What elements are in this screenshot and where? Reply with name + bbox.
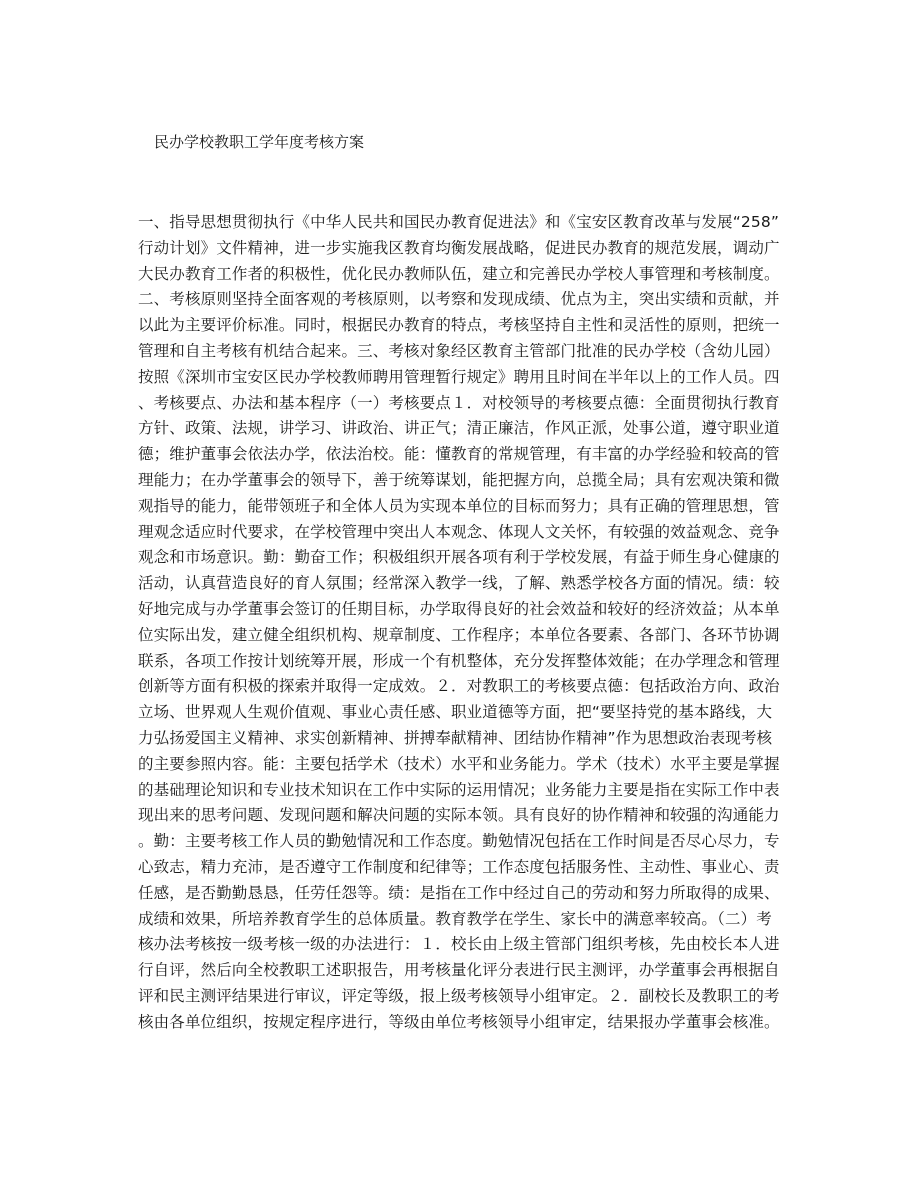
- body-line: 核由各单位组织，按规定程序进行，等级由单位考核领导小组审定，结果报办学董事会核准。: [138, 1012, 780, 1031]
- body-line: 成绩和效果，所培养教育学生的总体质量。教育教学在学生、家长中的满意率较高。（二）考: [138, 909, 772, 928]
- body-line: 心致志，精力充沛，是否遵守工作制度和纪律等；工作态度包括服务性、主动性、事业心、责: [138, 857, 780, 876]
- body-line: 好地完成与办学董事会签订的任期目标，办学取得良好的社会效益和较好的经济效益；从本单: [138, 599, 780, 618]
- body-line: 管理和自主考核有机结合起来。三、考核对象经区教育主管部门批准的民办学校（含幼儿园）: [138, 341, 780, 360]
- body-line: 理观念适应时代要求，在学校管理中突出人本观念、体现人文关怀，有较强的效益观念、竞争: [138, 522, 780, 541]
- body-line: 以此为主要评价标准。同时，根据民办教育的特点，考核坚持自主性和灵活性的原则，把统一: [138, 316, 780, 335]
- body-line: 、考核要点、办法和基本程序（一）考核要点１．对校领导的考核要点德：全面贯彻执行教育: [138, 393, 780, 412]
- body-line: 创新等方面有积极的探索并取得一定成效。２．对教职工的考核要点德：包括政治方向、政治: [138, 677, 780, 696]
- body-line: 大民办教育工作者的积极性，优化民办教师队伍，建立和完善民办学校人事管理和考核制度。: [138, 264, 780, 283]
- body-line: 联系，各项工作按计划统筹开展，形成一个有机整体，充分发挥整体效能；在办学理念和管理: [138, 651, 780, 670]
- body-line: 德；维护董事会依法办学，依法治校。能：懂教育的常规管理，有丰富的办学经验和较高的管: [138, 445, 780, 464]
- body-line: 位实际出发，建立健全组织机构、规章制度、工作程序；本单位各要素、各部门、各环节协调: [138, 625, 780, 644]
- body-line: 任感，是否勤勤恳恳，任劳任怨等。绩：是指在工作中经过自己的劳动和努力所取得的成果、: [138, 883, 780, 902]
- body-line: 。勤：主要考核工作人员的勤勉情况和工作态度。勤勉情况包括在工作时间是否尽心尽力，专: [138, 832, 780, 851]
- body-line: 核办法考核按一级考核一级的办法进行：１．校长由上级主管部门组织考核，先由校长本人进: [138, 935, 780, 954]
- body-line: 观指导的能力，能带领班子和全体人员为实现本单位的目标而努力；具有正确的管理思想，管: [138, 496, 780, 515]
- document-title: 民办学校教职工学年度考核方案: [154, 133, 365, 151]
- body-line: 行动计划》文件精神，进一步实施我区教育均衡发展战略，促进民办教育的规范发展，调动广: [138, 238, 780, 257]
- body-line: 活动，认真营造良好的育人氛围；经常深入教学一线，了解、熟悉学校各方面的情况。绩：较: [138, 574, 780, 593]
- body-line: 行自评，然后向全校教职工述职报告，用考核量化评分表进行民主测评，办学董事会再根据自: [138, 961, 780, 980]
- body-line: 按照《深圳市宝安区民办学校教师聘用管理暂行规定》聘用且时间在半年以上的工作人员。四: [138, 367, 780, 386]
- body-line: 二、考核原则坚持全面客观的考核原则，以考察和发现成绩、优点为主，突出实绩和贡献，并: [138, 290, 780, 309]
- body-line: 评和民主测评结果进行审议，评定等级，报上级考核领导小组审定。２．副校长及教职工的考: [138, 986, 780, 1005]
- body-line: 的基础理论知识和专业技术知识在工作中实际的运用情况；业务能力主要是指在实际工作中表: [138, 780, 780, 799]
- body-line: 的主要参照内容。能：主要包括学术（技术）水平和业务能力。学术（技术）水平主要是掌握: [138, 754, 780, 773]
- body-line: 立场、世界观人生观价值观、事业心责任感、职业道德等方面，把“要坚持党的基本路线，大: [138, 703, 773, 722]
- body-line: 理能力；在办学董事会的领导下，善于统筹谋划，能把握方向，总揽全局；具有宏观决策和微: [138, 470, 780, 489]
- body-line: 一、指导思想贯彻执行《中华人民共和国民办教育促进法》和《宝安区教育改革与发展“258”: [138, 213, 780, 231]
- body-line: 力弘扬爱国主义精神、求实创新精神、拼搏奉献精神、团结协作精神”作为思想政治表现考核: [138, 728, 773, 747]
- body-line: 现出来的思考问题、发现问题和解决问题的实际本领。具有良好的协作精神和较强的沟通能力: [138, 806, 780, 825]
- document-body: [138, 210, 786, 1036]
- body-line: 观念和市场意识。勤：勤奋工作；积极组织开展各项有利于学校发展，有益于师生身心健康的: [138, 548, 780, 567]
- body-line: 方针、政策、法规，讲学习、讲政治、讲正气；清正廉洁，作风正派，处事公道，遵守职业道: [138, 419, 780, 438]
